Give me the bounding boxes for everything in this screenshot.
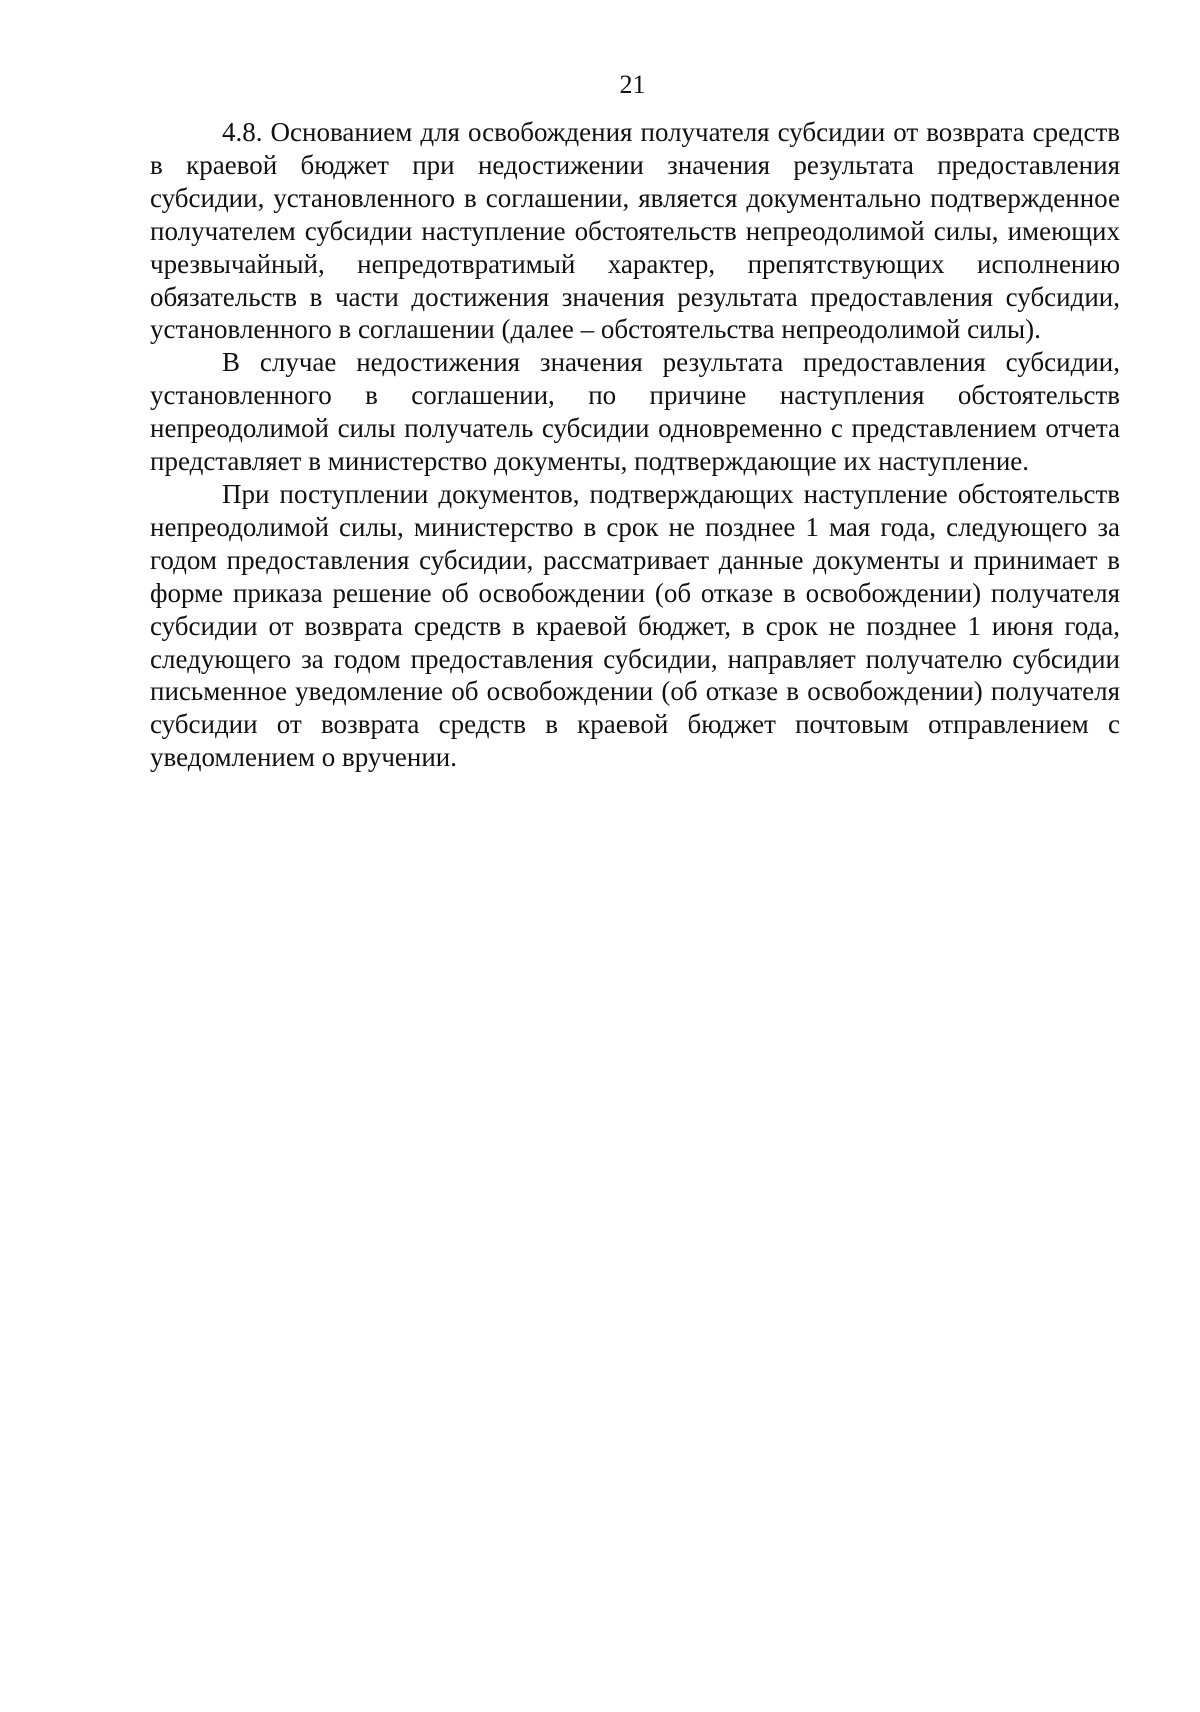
paragraph-ministry-decision: При поступлении документов, подтверждающих наступление обстоятельств непреодолимой силы, министерство в срок не позднее 1 мая года, следующего за годом предоставления субсидии, рассматривает данные документы и принимает в форме приказа решение об освобождении (об отказе в освобождении) получателя субсидии от возврата средств в краевой бюджет, в срок не позднее 1 июня года, следующего за годом предоставления субсидии, направляет получателю субсидии письменное уведомление об освобождении (об отказе в освобождении) получателя субсидии от возврата средств в краевой бюджет почтовым отправлением с уведомлением о вручении. (150, 478, 1120, 773)
page-number: 21 (619, 70, 646, 99)
document-body (150, 116, 1120, 774)
paragraph-4-8: 4.8. Основанием для освобождения получателя субсидии от возврата средств в краевой бюджет при недостижении значения результата предоставления субсидии, установленного в соглашении, является документально подтвержденное получателем субсидии наступление обстоятельств непреодолимой силы, имеющих чрезвычайный, непредотвратимый характер, препятствующих исполнению обязательств в части достижения значения результата предоставления субсидии, установленного в соглашении (далее – обстоятельства непреодолимой силы). (150, 117, 1120, 345)
paragraph-force-majeure-report: В случае недостижения значения результата предоставления субсидии, установленного в соглашении, по причине наступления обстоятельств непреодолимой силы получатель субсидии одновременно с представлением отчета представляет в министерство документы, подтверждающие их наступление. (150, 347, 1120, 477)
